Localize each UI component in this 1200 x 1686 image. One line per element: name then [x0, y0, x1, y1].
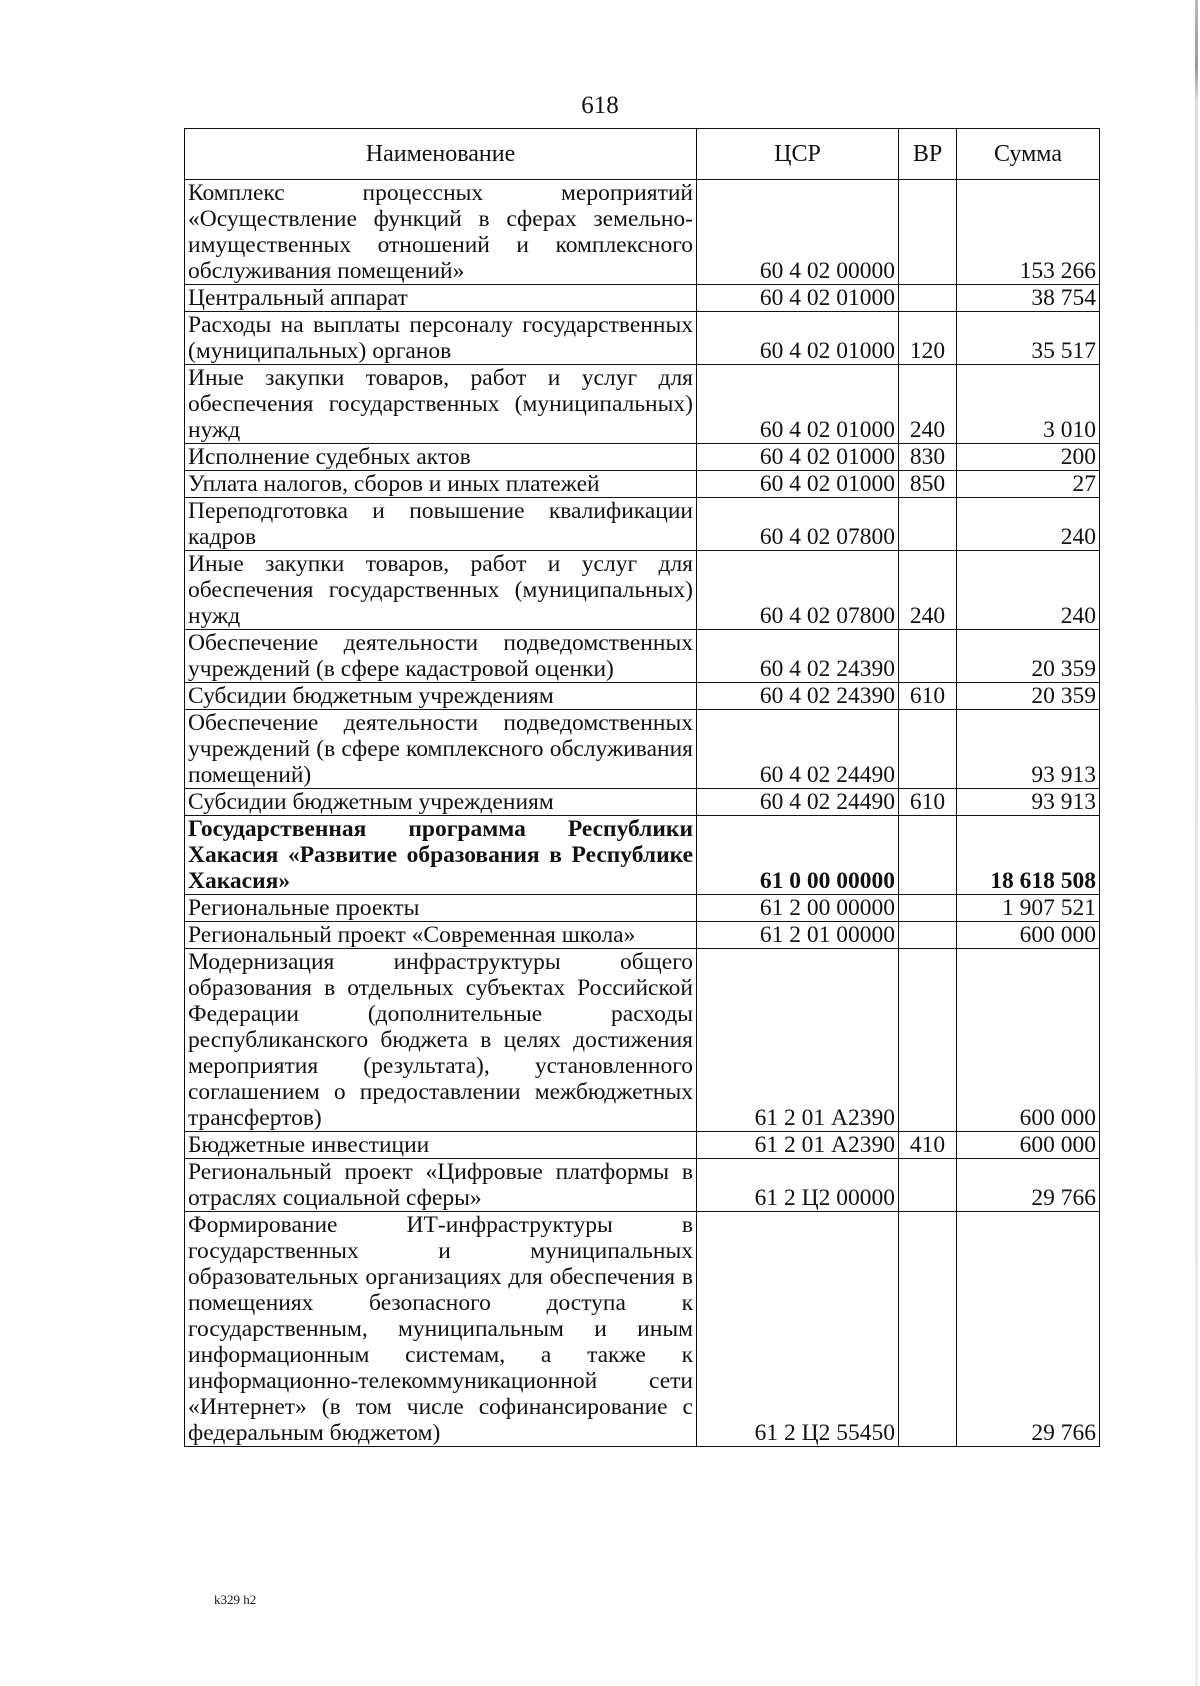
table-row — [185, 180, 1100, 285]
table-row — [185, 498, 1100, 551]
cell-sum: 35 517 — [957, 312, 1100, 365]
table-row — [185, 1159, 1100, 1212]
table-row — [185, 285, 1100, 312]
cell-csr: 60 4 02 24490 — [697, 789, 899, 816]
cell-vr: 850 — [899, 471, 957, 498]
footer-code: k329 h2 — [214, 1592, 257, 1607]
cell-name: Государственная программа Республики Хакасия «Развитие образования в Республике Хакасия» — [185, 816, 697, 895]
cell-name: Формирование ИТ-инфраструктуры в государственных и муниципальных образовательных организациях для обеспечения в помещениях безопасного доступа к государственным, муниципальным и иным информационным системам, а также к информационно-телекоммуникационной сети «Интернет» (в том числе софинансирование с федеральным бюджетом) — [185, 1212, 697, 1447]
cell-sum: 27 — [957, 471, 1100, 498]
cell-csr: 61 2 01 00000 — [697, 922, 899, 949]
table-row — [185, 922, 1100, 949]
cell-sum: 20 359 — [957, 683, 1100, 710]
table-row — [185, 1212, 1100, 1447]
table-row — [185, 683, 1100, 710]
cell-vr — [899, 895, 957, 922]
cell-sum: 93 913 — [957, 789, 1100, 816]
cell-vr — [899, 498, 957, 551]
cell-name: Региональный проект «Современная школа» — [185, 922, 697, 949]
cell-csr: 60 4 02 24390 — [697, 683, 899, 710]
cell-sum: 600 000 — [957, 922, 1100, 949]
cell-csr: 60 4 02 01000 — [697, 365, 899, 444]
cell-vr: 830 — [899, 444, 957, 471]
cell-vr: 240 — [899, 551, 957, 630]
cell-csr: 61 2 Ц2 55450 — [697, 1212, 899, 1447]
cell-name: Исполнение судебных актов — [185, 444, 697, 471]
table-row — [185, 551, 1100, 630]
table-row — [185, 710, 1100, 789]
cell-vr — [899, 180, 957, 285]
header-row — [185, 129, 1100, 180]
cell-vr: 240 — [899, 365, 957, 444]
table-row — [185, 630, 1100, 683]
budget-table — [184, 128, 1100, 1447]
header-csr: ЦСР — [697, 129, 899, 180]
cell-sum: 29 766 — [957, 1159, 1100, 1212]
cell-vr: 120 — [899, 312, 957, 365]
cell-name: Уплата налогов, сборов и иных платежей — [185, 471, 697, 498]
cell-name: Региональные проекты — [185, 895, 697, 922]
cell-csr: 60 4 02 24390 — [697, 630, 899, 683]
table-row — [185, 471, 1100, 498]
cell-name: Центральный аппарат — [185, 285, 697, 312]
table-row — [185, 365, 1100, 444]
table-row — [185, 949, 1100, 1132]
cell-csr: 60 4 02 01000 — [697, 444, 899, 471]
cell-vr — [899, 922, 957, 949]
cell-sum: 3 010 — [957, 365, 1100, 444]
cell-sum: 240 — [957, 551, 1100, 630]
cell-csr: 60 4 02 07800 — [697, 498, 899, 551]
cell-name: Субсидии бюджетным учреждениям — [185, 789, 697, 816]
table-row — [185, 1132, 1100, 1159]
table-row — [185, 895, 1100, 922]
header-name: Наименование — [185, 129, 697, 180]
cell-vr — [899, 1212, 957, 1447]
cell-csr: 60 4 02 00000 — [697, 180, 899, 285]
cell-csr: 61 0 00 00000 — [697, 816, 899, 895]
cell-csr: 60 4 02 01000 — [697, 312, 899, 365]
cell-vr: 610 — [899, 789, 957, 816]
table-row — [185, 816, 1100, 895]
cell-name: Модернизация инфраструктуры общего образования в отдельных субъектах Российской Федерации (дополнительные расходы республиканского бюджета в целях достижения мероприятия (результата), установленного соглашением о предоставлении межбюджетных трансфертов) — [185, 949, 697, 1132]
cell-sum: 18 618 508 — [957, 816, 1100, 895]
cell-name: Региональный проект «Цифровые платформы в отраслях социальной сферы» — [185, 1159, 697, 1212]
cell-vr: 610 — [899, 683, 957, 710]
table-row — [185, 444, 1100, 471]
cell-vr — [899, 710, 957, 789]
header-vr: ВР — [899, 129, 957, 180]
cell-name: Бюджетные инвестиции — [185, 1132, 697, 1159]
cell-name: Переподготовка и повышение квалификации кадров — [185, 498, 697, 551]
cell-sum: 20 359 — [957, 630, 1100, 683]
cell-vr — [899, 949, 957, 1132]
table-body — [185, 180, 1100, 1447]
cell-vr — [899, 630, 957, 683]
cell-csr: 60 4 02 01000 — [697, 471, 899, 498]
cell-name: Обеспечение деятельности подведомственных учреждений (в сфере комплексного обслуживания помещений) — [185, 710, 697, 789]
cell-csr: 61 2 01 А2390 — [697, 949, 899, 1132]
cell-csr: 60 4 02 07800 — [697, 551, 899, 630]
cell-name: Иные закупки товаров, работ и услуг для обеспечения государственных (муниципальных) нужд — [185, 551, 697, 630]
cell-sum: 200 — [957, 444, 1100, 471]
cell-sum: 240 — [957, 498, 1100, 551]
cell-csr: 61 2 01 А2390 — [697, 1132, 899, 1159]
cell-sum: 600 000 — [957, 1132, 1100, 1159]
cell-sum: 600 000 — [957, 949, 1100, 1132]
cell-sum: 93 913 — [957, 710, 1100, 789]
cell-name: Комплекс процессных мероприятий «Осуществление функций в сферах земельно-имущественных отношений и комплексного обслуживания помещений» — [185, 180, 697, 285]
cell-csr: 60 4 02 24490 — [697, 710, 899, 789]
cell-vr — [899, 1159, 957, 1212]
cell-csr: 60 4 02 01000 — [697, 285, 899, 312]
cell-name: Обеспечение деятельности подведомственных учреждений (в сфере кадастровой оценки) — [185, 630, 697, 683]
page-number: 618 — [581, 92, 619, 119]
cell-sum: 38 754 — [957, 285, 1100, 312]
cell-sum: 29 766 — [957, 1212, 1100, 1447]
header-sum: Сумма — [957, 129, 1100, 180]
cell-name: Субсидии бюджетным учреждениям — [185, 683, 697, 710]
table-row — [185, 312, 1100, 365]
table-header — [185, 129, 1100, 180]
cell-vr: 410 — [899, 1132, 957, 1159]
table-row — [185, 789, 1100, 816]
cell-sum: 153 266 — [957, 180, 1100, 285]
cell-vr — [899, 285, 957, 312]
cell-name: Расходы на выплаты персоналу государственных (муниципальных) органов — [185, 312, 697, 365]
cell-csr: 61 2 00 00000 — [697, 895, 899, 922]
cell-name: Иные закупки товаров, работ и услуг для обеспечения государственных (муниципальных) нужд — [185, 365, 697, 444]
cell-sum: 1 907 521 — [957, 895, 1100, 922]
scan-edge-shadow — [1195, 0, 1198, 1686]
cell-vr — [899, 816, 957, 895]
cell-csr: 61 2 Ц2 00000 — [697, 1159, 899, 1212]
